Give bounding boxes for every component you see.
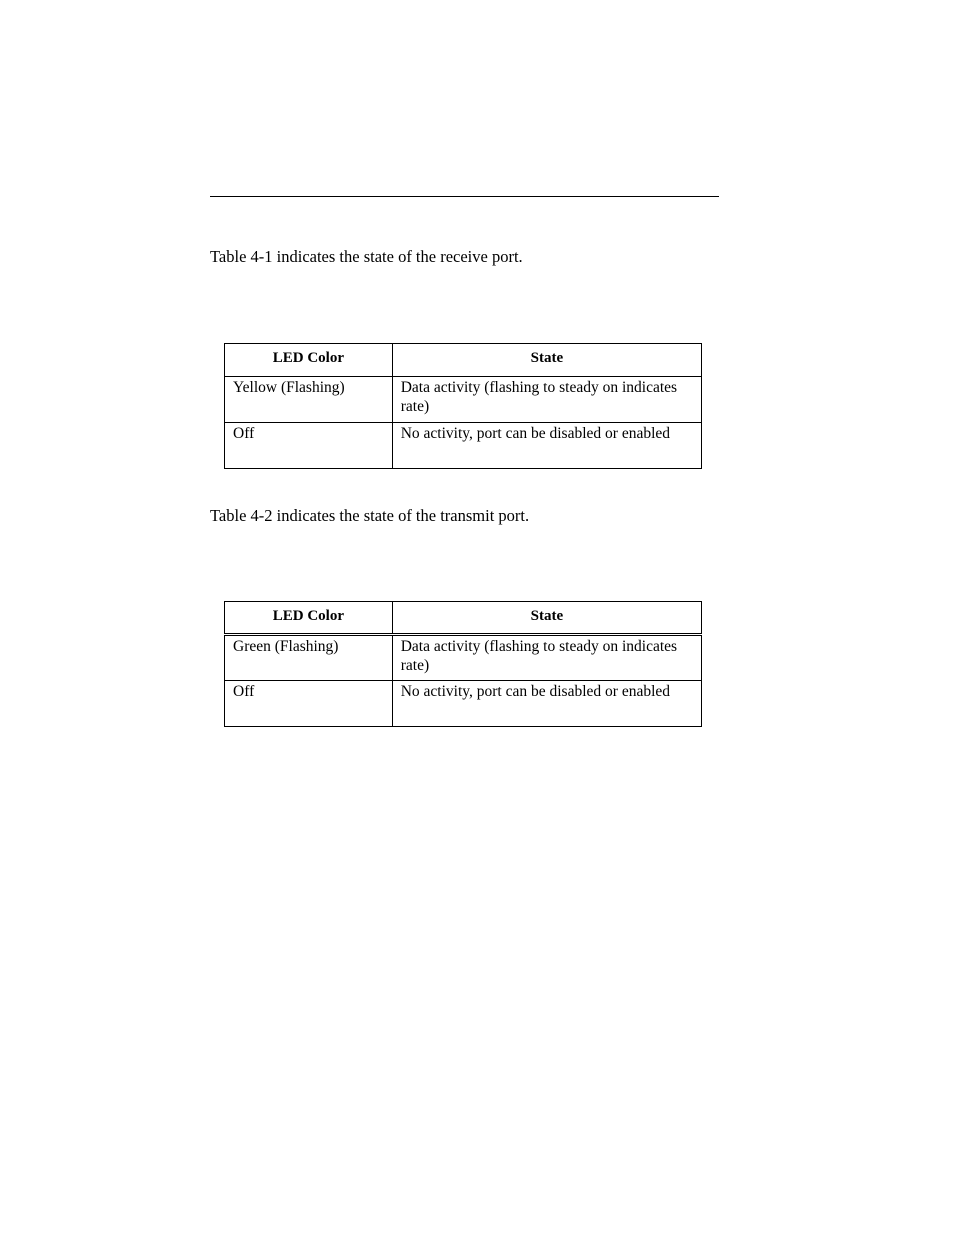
column-header-led-color: LED Color xyxy=(225,602,393,635)
transmit-port-intro: Table 4-2 indicates the state of the transmit port. xyxy=(210,506,530,525)
table-header-row xyxy=(225,344,702,377)
state-cell: Data activity (flashing to steady on indicates rate) xyxy=(392,635,701,681)
receive-port-intro: Table 4-1 indicates the state of the receive port. xyxy=(210,247,523,266)
header-rule xyxy=(210,196,719,197)
led-color-cell: Off xyxy=(225,681,393,727)
receive-port-led-table xyxy=(224,343,702,469)
led-color-cell: Off xyxy=(225,423,393,469)
state-cell: No activity, port can be disabled or enabled xyxy=(392,681,701,727)
table-row xyxy=(225,681,702,727)
table-header-row xyxy=(225,602,702,635)
state-cell: No activity, port can be disabled or enabled xyxy=(392,423,701,469)
transmit-port-led-table xyxy=(224,601,702,727)
column-header-led-color: LED Color xyxy=(225,344,393,377)
table-row xyxy=(225,635,702,681)
led-color-cell: Green (Flashing) xyxy=(225,635,393,681)
column-header-state: State xyxy=(392,602,701,635)
state-cell: Data activity (flashing to steady on indicates rate) xyxy=(392,377,701,423)
table-row xyxy=(225,423,702,469)
led-color-cell: Yellow (Flashing) xyxy=(225,377,393,423)
table-row xyxy=(225,377,702,423)
column-header-state: State xyxy=(392,344,701,377)
